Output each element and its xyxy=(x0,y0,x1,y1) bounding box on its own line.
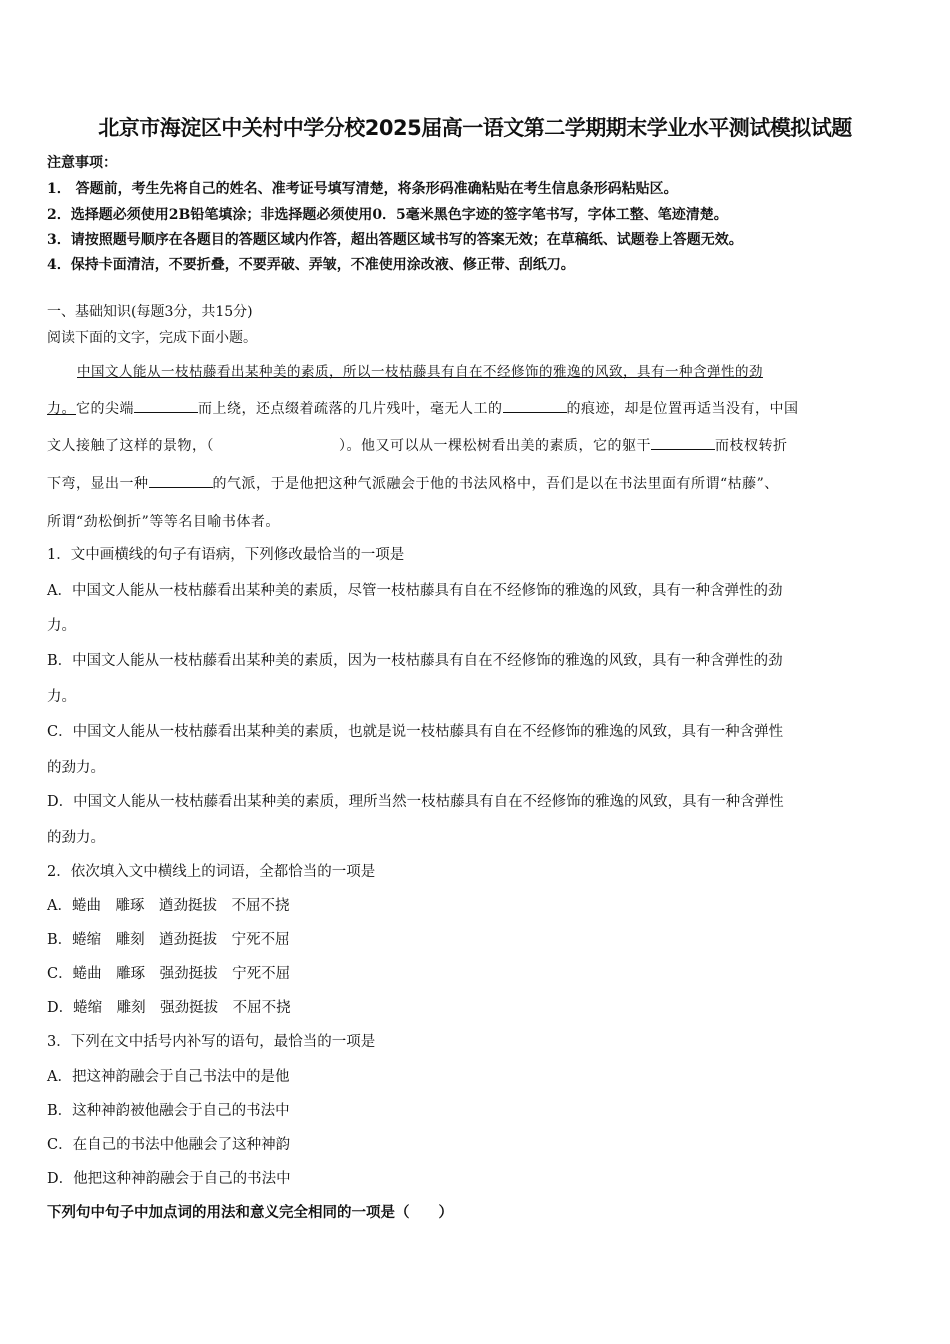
passage-text: 下弯，显出一种 xyxy=(47,476,149,492)
q2-option-d: D．蜷缩 雕刻 强劲挺拔 不屈不挠 xyxy=(47,1000,291,1016)
section-intro: 阅读下面的文字，完成下面小题。 xyxy=(47,330,257,346)
passage-text: 而上绕，还点缀着疏落的几片残叶，毫无人工的 xyxy=(198,401,503,417)
q1-option-c-cont: 的劲力。 xyxy=(47,760,105,776)
fill-blank xyxy=(149,473,213,488)
q1-option-b: B．中国文人能从一枝枯藤看出某种美的素质，因为一枝枯藤具有自在不经修饰的雅逸的风致，具有一种含弹性的劲 xyxy=(47,653,783,669)
q3-option-b: B．这种神韵被他融会于自己的书法中 xyxy=(47,1103,290,1119)
passage-text: 的痕迹，却是位置再适当没有，中国 xyxy=(566,401,799,417)
fill-blank xyxy=(134,398,198,413)
q3-option-d: D．他把这种神韵融会于自己的书法中 xyxy=(47,1171,291,1187)
passage-line-1 xyxy=(47,360,932,380)
passage-text: 文人接触了这样的景物，（ xyxy=(47,438,214,454)
passage-text: 它的尖端 xyxy=(76,401,134,417)
page-title: 北京市海淀区中关村中学分校2025届高一语文第二学期期末学业水平测试模拟试题 xyxy=(98,116,852,140)
question-3-stem: 3．下列在文中括号内补写的语句，最恰当的一项是 xyxy=(47,1034,376,1050)
passage-text: 的气派，于是他把这种气派融会于他的书法风格中，吾们是以在书法里面有所谓“枯藤”、 xyxy=(212,476,779,492)
q2-option-b: B．蜷缩 雕刻 遒劲挺拔 宁死不屈 xyxy=(47,932,290,948)
q2-option-c: C．蜷曲 雕琢 强劲挺拔 宁死不屈 xyxy=(47,966,291,982)
q3-option-a: A．把这神韵融会于自己书法中的是他 xyxy=(47,1069,290,1085)
q1-option-d-cont: 的劲力。 xyxy=(47,830,105,846)
section-heading: 一、基础知识(每题3分，共15分) xyxy=(47,304,253,320)
notice-item: 2．选择题必须使用2B铅笔填涂；非选择题必须使用0．5毫米黑色字迹的签字笔书写，字体工整、笔迹清楚。 xyxy=(47,207,728,223)
question-1-stem: 1．文中画横线的句子有语病，下列修改最恰当的一项是 xyxy=(47,547,405,563)
notice-heading: 注意事项： xyxy=(47,155,117,171)
q1-option-c: C．中国文人能从一枝枯藤看出某种美的素质，也就是说一枝枯藤具有自在不经修饰的雅逸的风致，具有一种含弹性 xyxy=(47,724,784,740)
question-4-stem: 下列句中句子中加点词的用法和意义完全相同的一项是（ ） xyxy=(47,1204,453,1221)
fill-blank xyxy=(651,435,715,450)
notice-item: 4．保持卡面清洁，不要折叠，不要弄破、弄皱，不准使用涂改液、修正带、刮纸刀。 xyxy=(47,257,575,273)
passage-line-5: 所谓“劲松倒折”等等名目喻书体者。 xyxy=(47,514,280,530)
passage-line-3 xyxy=(47,435,902,455)
q3-option-c: C．在自己的书法中他融会了这种神韵 xyxy=(47,1137,291,1153)
question-2-stem: 2．依次填入文中横线上的词语，全都恰当的一项是 xyxy=(47,864,376,880)
passage-text: ）。他又可以从一棵松树看出美的素质，它的躯干 xyxy=(339,438,651,454)
underlined-sentence-end: 力。 xyxy=(47,401,76,417)
passage-line-4 xyxy=(47,473,902,493)
notice-item: 3．请按照题号顺序在各题目的答题区域内作答，超出答题区域书写的答案无效；在草稿纸、试题卷上答题无效。 xyxy=(47,232,743,248)
passage-line-2 xyxy=(47,398,902,418)
notice-item: 1． 答题前，考生先将自己的姓名、准考证号填写清楚，将条形码准确粘贴在考生信息条形码粘贴区。 xyxy=(47,181,678,197)
q1-option-a: A．中国文人能从一枝枯藤看出某种美的素质，尽管一枝枯藤具有自在不经修饰的雅逸的风致，具有一种含弹性的劲 xyxy=(47,583,783,599)
q1-option-d: D．中国文人能从一枝枯藤看出某种美的素质，理所当然一枝枯藤具有自在不经修饰的雅逸的风致，具有一种含弹性 xyxy=(47,794,784,810)
passage-text: 而枝杈转折 xyxy=(715,438,788,454)
q2-option-a: A．蜷曲 雕琢 遒劲挺拔 不屈不挠 xyxy=(47,898,290,914)
q1-option-a-cont: 力。 xyxy=(47,618,76,634)
q1-option-b-cont: 力。 xyxy=(47,689,76,705)
fill-blank xyxy=(503,398,567,413)
underlined-sentence: 中国文人能从一枝枯藤看出某种美的素质，所以一枝枯藤具有自在不经修饰的雅逸的风致，具有一种含弹性的劲 xyxy=(77,364,763,380)
